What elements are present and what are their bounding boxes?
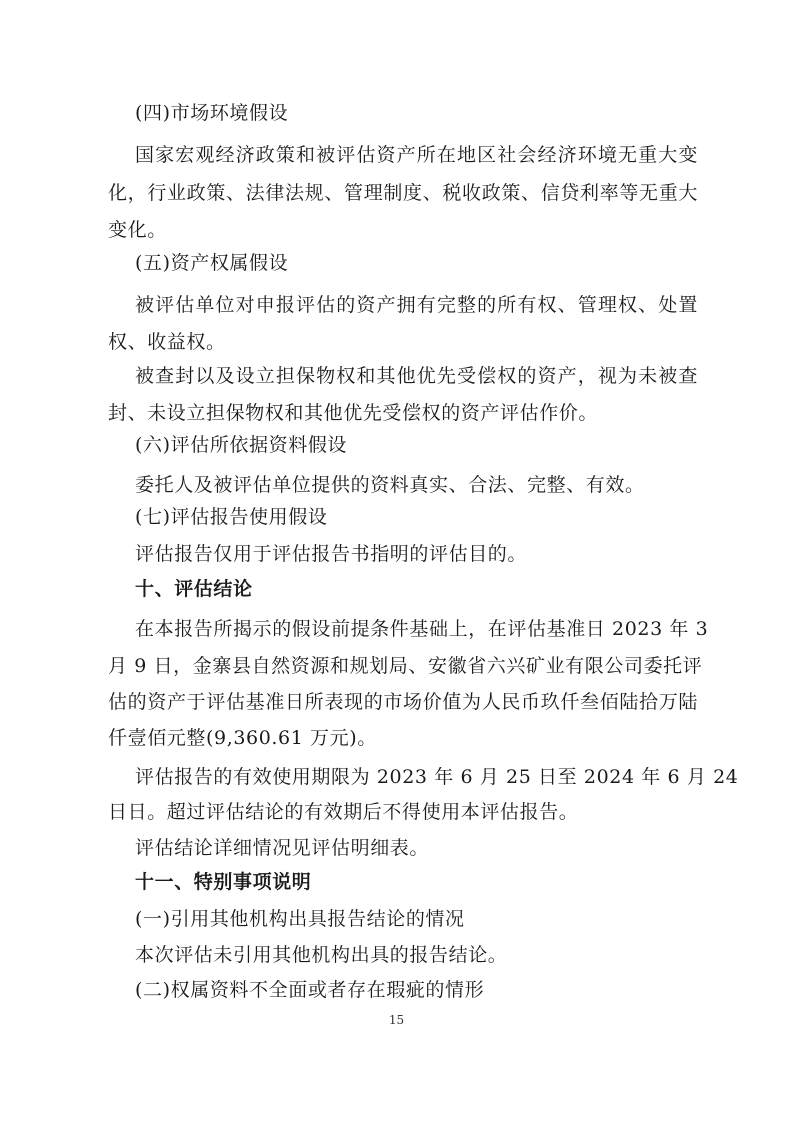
paragraph-line: 仟壹佰元整(9,360.61 万元)。 — [108, 727, 377, 749]
section-heading-special-matters: 十一、特别事项说明 — [135, 871, 312, 893]
paragraph-line: 被查封以及设立担保物权和其他优先受偿权的资产，视为未被查 — [135, 365, 698, 387]
page-number: 15 — [388, 1013, 405, 1027]
paragraph-line: 评估报告仅用于评估报告书指明的评估目的。 — [135, 543, 528, 565]
paragraph-line: 变化。 — [108, 219, 167, 241]
subheading-data-basis: (六)评估所依据资料假设 — [135, 434, 348, 456]
subheading-report-usage: (七)评估报告使用假设 — [135, 506, 328, 528]
paragraph-line: 评估结论详细情况见评估明细表。 — [135, 837, 430, 859]
subheading-cited-reports: (一)引用其他机构出具报告结论的情况 — [135, 908, 465, 930]
paragraph-line: 在本报告所揭示的假设前提条件基础上，在评估基准日 2023 年 3 — [135, 618, 709, 640]
subheading-market-environment: (四)市场环境假设 — [135, 102, 289, 124]
paragraph-line: 委托人及被评估单位提供的资料真实、合法、完整、有效。 — [135, 474, 645, 496]
paragraph-line: 化，行业政策、法律法规、管理制度、税收政策、信贷利率等无重大 — [108, 182, 698, 204]
subheading-ownership-defects: (二)权属资料不全面或者存在瑕疵的情形 — [135, 979, 485, 1001]
paragraph-line: 权、收益权。 — [108, 331, 226, 353]
subheading-asset-ownership: (五)资产权属假设 — [135, 252, 289, 274]
paragraph-line: 日日。超过评估结论的有效期后不得使用本评估报告。 — [108, 801, 579, 823]
paragraph-line: 月 9 日，金寨县自然资源和规划局、安徽省六兴矿业有限公司委托评 — [108, 655, 703, 677]
paragraph-line: 封、未设立担保物权和其他优先受偿权的资产评估作价。 — [108, 402, 599, 424]
section-heading-conclusion: 十、评估结论 — [135, 578, 253, 600]
paragraph-line: 估的资产于评估基准日所表现的市场价值为人民币玖仟叁佰陆拾万陆 — [108, 691, 698, 713]
paragraph-line: 被评估单位对申报评估的资产拥有完整的所有权、管理权、处置 — [135, 294, 698, 316]
paragraph-line: 评估报告的有效使用期限为 2023 年 6 月 25 日至 2024 年 6 月 24 — [135, 766, 739, 788]
paragraph-line: 国家宏观经济政策和被评估资产所在地区社会经济环境无重大变 — [135, 144, 698, 166]
paragraph-line: 本次评估未引用其他机构出具的报告结论。 — [135, 944, 508, 966]
